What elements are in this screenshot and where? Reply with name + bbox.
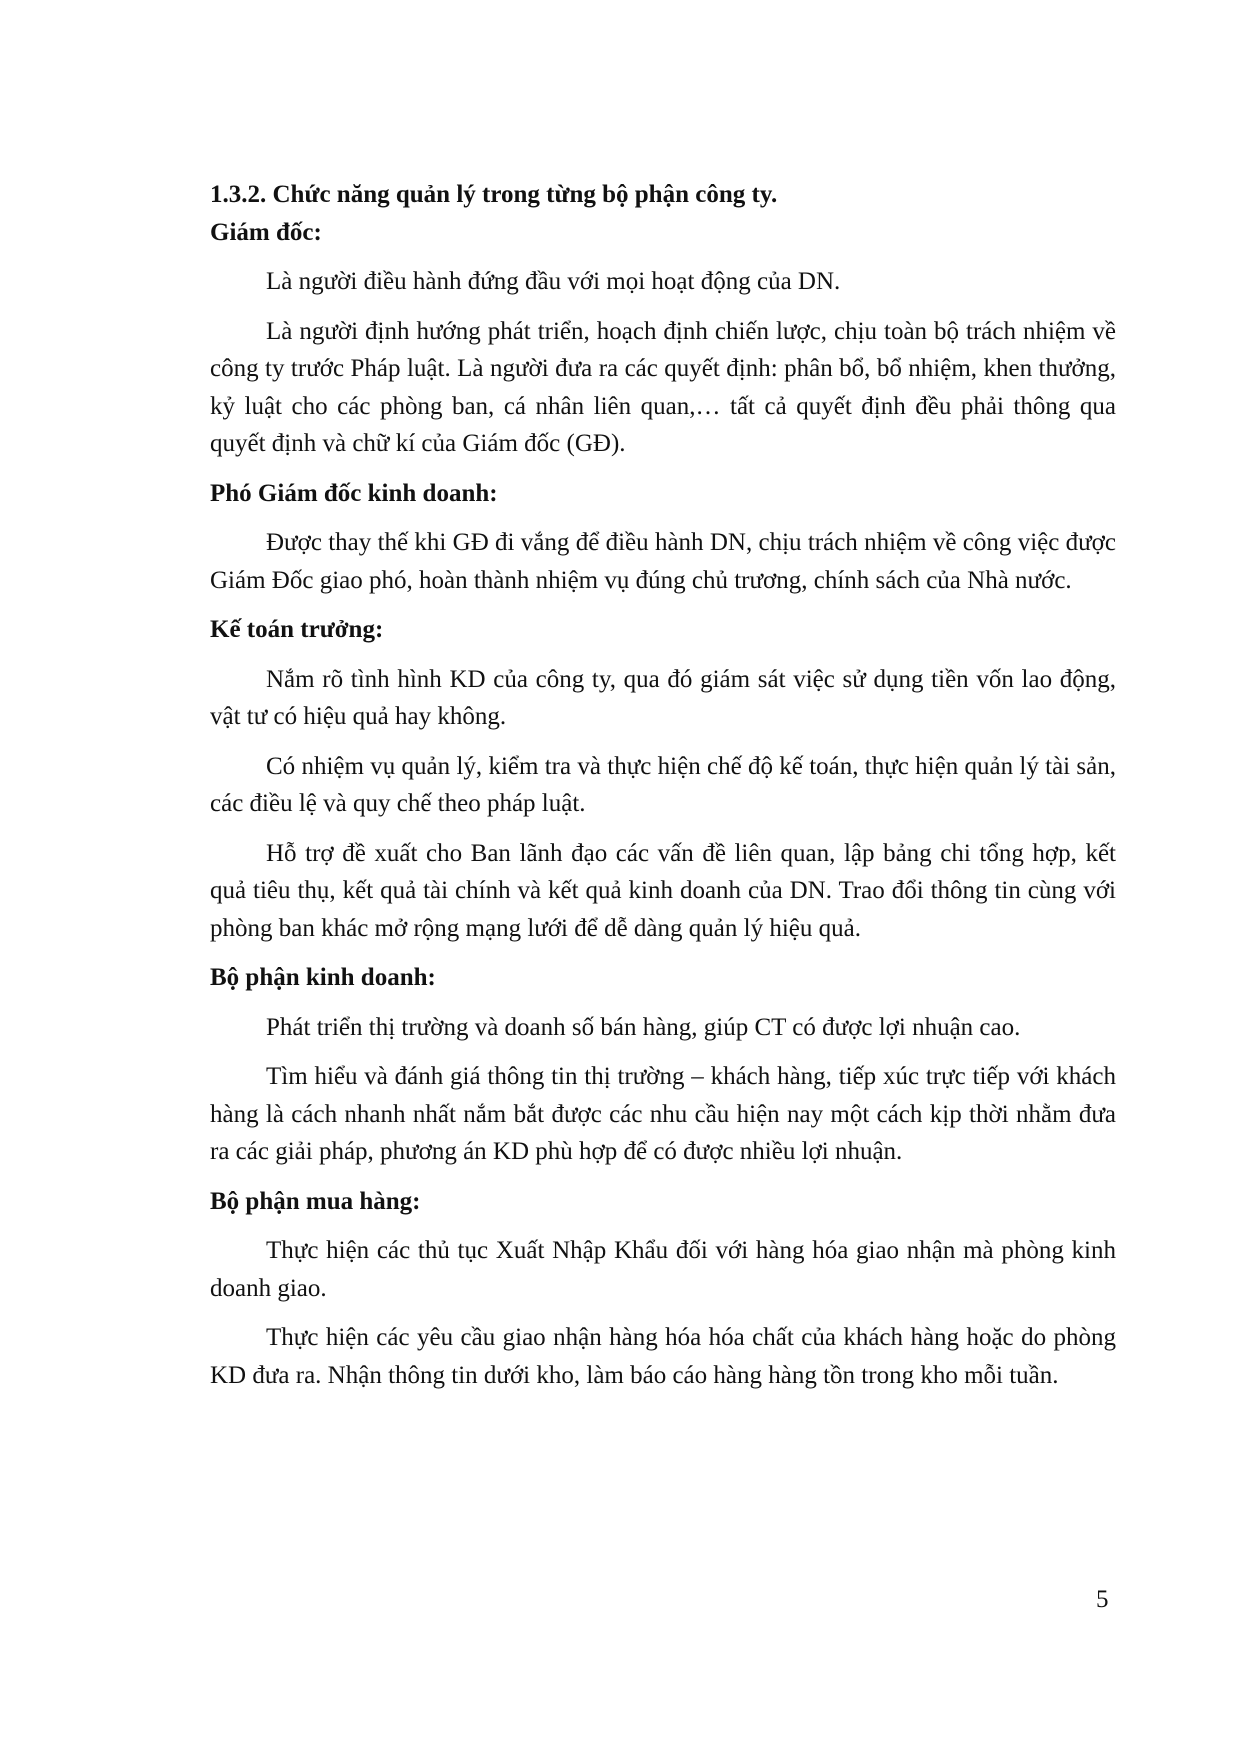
paragraph: Hỗ trợ đề xuất cho Ban lãnh đạo các vấn đề liên quan, lập bảng chi tổng hợp, kết quả tiêu thụ, kết quả tài chính và kết quả kinh doanh của DN. Trao đổi thông tin cùng với phòng ban khác mở rộng mạng lưới để dễ dàng quản lý hiệu quả. <box>210 839 1116 942</box>
section-ke-toan-truong <box>210 611 1116 947</box>
section-pho-giam-doc <box>210 475 1116 600</box>
paragraph: Tìm hiểu và đánh giá thông tin thị trường – khách hàng, tiếp xúc trực tiếp với khách hàng là cách nhanh nhất nắm bắt được các nhu cầu hiện nay một cách kịp thời nhằm đưa ra các giải pháp, phương án KD phù hợp để có được nhiều lợi nhuận. <box>210 1063 1116 1165</box>
section-heading: Bộ phận kinh doanh: <box>210 964 436 991</box>
paragraph: Thực hiện các yêu cầu giao nhận hàng hóa hóa chất của khách hàng hoặc do phòng KD đưa ra. Nhận thông tin dưới kho, làm báo cáo hàng hàng tồn trong kho mỗi tuần. <box>210 1324 1116 1389</box>
paragraph: Thực hiện các thủ tục Xuất Nhập Khẩu đối với hàng hóa giao nhận mà phòng kinh doanh giao. <box>210 1237 1116 1302</box>
paragraph: Là người điều hành đứng đầu với mọi hoạt động của DN. <box>266 268 841 295</box>
section-heading: Kế toán trưởng: <box>210 616 384 643</box>
section-heading: Giám đốc: <box>210 218 322 246</box>
paragraph: Là người định hướng phát triển, hoạch định chiến lược, chịu toàn bộ trách nhiệm về công ty trước Pháp luật. Là người đưa ra các quyết định: phân bổ, bổ nhiệm, khen thưởng, kỷ luật cho các phòng ban, cá nhân liên quan,… tất cả quyết định đều phải thông qua quyết định và chữ kí của Giám đốc (GĐ). <box>210 317 1116 457</box>
paragraph: Có nhiệm vụ quản lý, kiểm tra và thực hiện chế độ kế toán, thực hiện quản lý tài sản, các điều lệ và quy chế theo pháp luật. <box>210 752 1116 817</box>
section-heading: Phó Giám đốc kinh doanh: <box>210 479 498 507</box>
page-number: 5 <box>1096 1586 1109 1613</box>
paragraph: Phát triển thị trường và doanh số bán hàng, giúp CT có được lợi nhuận cao. <box>266 1013 1021 1041</box>
paragraph: Nắm rõ tình hình KD của công ty, qua đó giám sát việc sử dụng tiền vốn lao động, vật tư có hiệu quả hay không. <box>210 665 1116 730</box>
section-heading: Bộ phận mua hàng: <box>210 1187 421 1215</box>
document-body <box>210 176 1116 1406</box>
paragraph: Được thay thế khi GĐ đi vắng để điều hành DN, chịu trách nhiệm về công việc được Giám Đốc giao phó, hoàn thành nhiệm vụ đúng chủ trương, chính sách của Nhà nước. <box>210 529 1116 594</box>
section-bo-phan-kinh-doanh <box>210 959 1116 1171</box>
section-giam-doc <box>210 214 1116 463</box>
section-bo-phan-mua-hang <box>210 1183 1116 1395</box>
section-title: 1.3.2. Chức năng quản lý trong từng bộ phận công ty. <box>210 181 778 208</box>
